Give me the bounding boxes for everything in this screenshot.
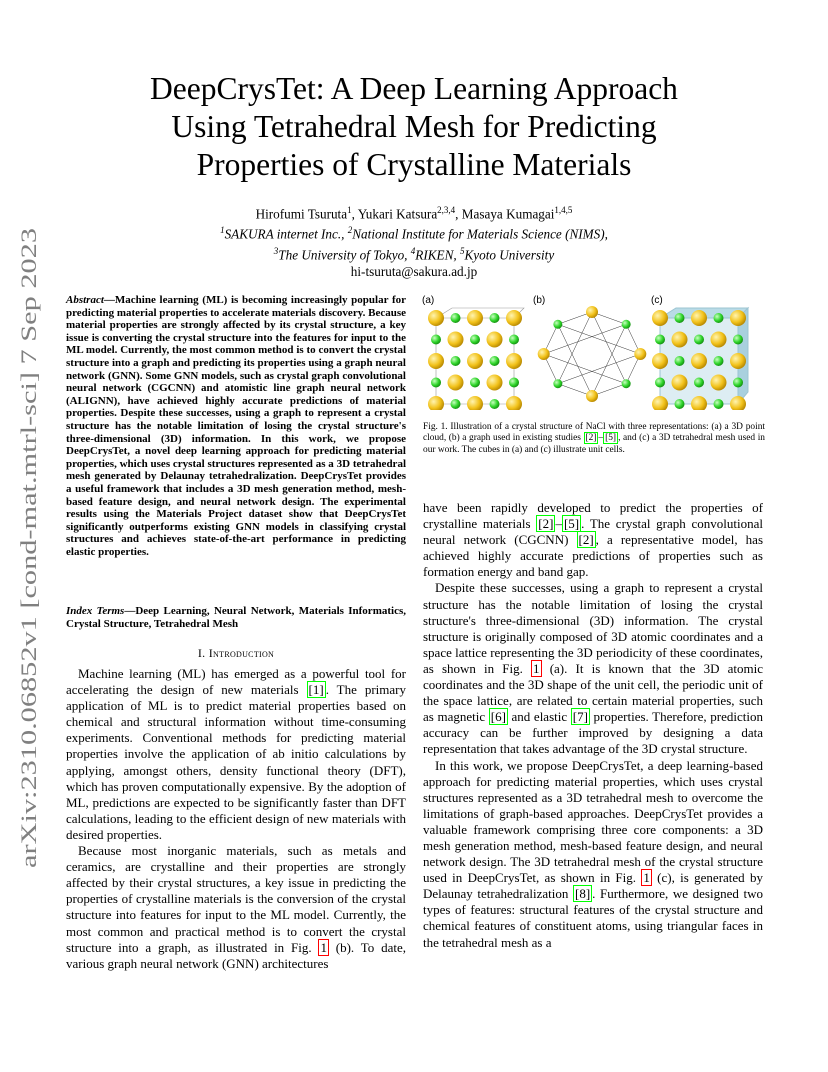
affiliation-line-2: [90, 243, 738, 263]
abstract-label: Abstract: [66, 294, 104, 306]
affil-sup: 4: [410, 245, 416, 256]
chlorine-atom: [448, 375, 464, 391]
index-terms-label: Index Terms: [66, 605, 125, 617]
sodium-atom: [714, 399, 724, 409]
title-line: DeepCrysTet: A Deep Learning Approach: [150, 71, 678, 106]
graph-edge: [558, 324, 592, 396]
citation-link[interactable]: [2]: [538, 516, 554, 532]
affiliation-line-1: [90, 222, 738, 242]
chlorine-atom: [506, 353, 522, 369]
chlorine-atom: [691, 353, 707, 369]
sodium-atom: [490, 356, 500, 366]
figure-link[interactable]: 1: [533, 660, 540, 676]
graph-node: [622, 320, 631, 329]
sodium-atom: [675, 356, 685, 366]
citation-link[interactable]: [6]: [490, 709, 506, 725]
citation-link[interactable]: [5]: [605, 433, 617, 444]
graph-edge: [558, 354, 640, 384]
author-email: hi-tsuruta@sakura.ad.jp: [350, 264, 478, 280]
author-block: [90, 202, 738, 280]
panel-label-a: (a): [422, 295, 435, 306]
sodium-atom: [431, 335, 441, 345]
graph-edge: [592, 312, 626, 384]
panel-label-b: (b): [533, 295, 546, 306]
figure-link[interactable]: 1: [320, 939, 327, 955]
chlorine-atom: [730, 310, 746, 326]
sodium-atom: [451, 313, 461, 323]
chlorine-atom: [652, 353, 668, 369]
paragraph: [423, 580, 763, 757]
graph-node: [622, 379, 631, 388]
title-line: Using Tetrahedral Mesh for Predicting: [171, 109, 657, 144]
text-run: Because most inorganic materials, such as metals and ceramics, are crystalline and their properties are strongly affected by their crystal structures, a key issue in predicting the properties of crystalline materials is the conversion of the crystal structure into features for input to the ML model. Currently, the most common and practical method is to convert the crystal structure into a graph, as illustrated in Fig.: [66, 843, 406, 955]
sodium-atom: [733, 378, 743, 388]
sodium-atom: [694, 378, 704, 388]
author-name: Hirofumi Tsuruta: [255, 206, 348, 222]
affil-sup: 1: [220, 225, 225, 236]
caption-text: , and (c) a 3D tetrahedral mesh used in our work. The cubes in (a) and (c) illustrate unit cells.: [423, 433, 765, 455]
sodium-atom: [490, 399, 500, 409]
author-name: Masaya Kumagai: [461, 206, 555, 222]
graph-node: [586, 390, 598, 402]
figure-1: [420, 292, 765, 410]
text-run: and elastic: [507, 709, 571, 725]
sodium-atom: [431, 378, 441, 388]
right-column-body: [423, 500, 763, 951]
chlorine-atom: [506, 310, 522, 326]
graph-panel: [538, 306, 647, 402]
chlorine-atom: [711, 332, 727, 348]
text-run: . The crystal graph convolutional neural network (CGCNN): [423, 516, 764, 548]
abstract-text: —Machine learning (ML) is becoming increasingly popular for predicting material properties to accelerate materials discovery. Because material properties are strongly affected by its crystal structure, a key issue is converting the crystal structure into the features for input to the ML model. Currently, the most common method is to convert the crystal structure into a graph and predicting its properties using a graph neural network (GNN). Some GNN models, such as crystal graph convolutional neural network (CGCNN) and atomistic line graph neural network (ALIGNN), have achieved highly accurate predictions of material properties. Despite these successes, using a graph to represent a crystal structure has the notable limitation of losing the crystal structure's three-dimensional (3D) information. In this work, we propose DeepCrysTet, a novel deep learning approach for predicting material properties, which uses crystal structures represented as a 3D tetrahedral mesh generated by Delaunay tetrahedralization. DeepCrysTet provides a useful framework that includes a 3D mesh generation method, mesh-based feature design, and neural network design. The experimental results using the Materials Project dataset show that DeepCrysTet significantly outperforms existing GNN models in classifying crystal structures and achieves state-of-the-art performance in predicting elastic properties.: [66, 294, 406, 558]
paragraph: [423, 500, 763, 580]
citation-link[interactable]: [5]: [563, 516, 580, 532]
index-terms-text: —Deep Learning, Neural Network, Materials Informatics, Crystal Structure, Tetrahedral Mesh: [66, 605, 406, 630]
sodium-atom: [655, 335, 665, 345]
author-sup: 1: [347, 205, 352, 215]
graph-edge: [558, 324, 640, 354]
text-run: , a representative model, has achieved highly accurate predictions of properties such as formation energy and band gap.: [423, 532, 763, 580]
graph-edge: [558, 312, 592, 384]
graph-edge: [544, 354, 626, 384]
sodium-atom: [714, 356, 724, 366]
point-cloud-panel: [428, 308, 524, 410]
affil-text: The University of Tokyo,: [278, 247, 411, 263]
chlorine-atom: [652, 310, 668, 326]
caption-text: –: [598, 433, 604, 444]
graph-node: [553, 379, 562, 388]
chlorine-atom: [672, 375, 688, 391]
sodium-atom: [675, 313, 685, 323]
sodium-atom: [733, 335, 743, 345]
text-run: (a). It is known that the 3D atomic coordinates and the 3D shape of the unit cell, the periodic unit of the space lattice, are related to certain material properties, such as magnetic: [423, 660, 763, 725]
chlorine-atom: [506, 396, 522, 410]
chlorine-atom: [428, 353, 444, 369]
citation-link[interactable]: [2]: [585, 433, 597, 444]
sodium-atom: [714, 313, 724, 323]
affil-sup: 5: [459, 245, 465, 256]
chlorine-atom: [487, 332, 503, 348]
chlorine-atom: [467, 353, 483, 369]
graph-node: [538, 348, 550, 360]
citation-link[interactable]: [7]: [572, 709, 588, 725]
author-sup: 1,4,5: [554, 205, 573, 215]
sodium-atom: [509, 378, 519, 388]
text-run: (c), is generated by Delaunay tetrahedralization: [423, 870, 764, 902]
citation-link[interactable]: [1]: [308, 682, 324, 698]
chlorine-atom: [448, 332, 464, 348]
figure-link[interactable]: 1: [643, 870, 650, 886]
chlorine-atom: [691, 310, 707, 326]
text-run: Machine learning (ML) has emerged as a powerful tool for accelerating the design of new materials: [66, 666, 406, 698]
chlorine-atom: [487, 375, 503, 391]
paper-title: [90, 70, 738, 184]
text-run: Despite these successes, using a graph to represent a crystal structure has the notable limitation of losing the crystal structure's three-dimensional (3D) information. The crystal structure is originally composed of 3D atomic coordinates and a space lattice representing the 3D periodicity of these coordinates, as shown in Fig.: [423, 580, 763, 676]
index-terms: [66, 605, 406, 630]
arxiv-stamp: [6, 220, 46, 870]
graph-edge: [544, 324, 626, 354]
text-run: (b). To date, various graph neural network (GNN) architectures: [66, 939, 407, 971]
graph-node: [634, 348, 646, 360]
figure-caption: [423, 422, 765, 456]
author-name: Yukari Katsura: [357, 206, 438, 222]
affil-sup: 3: [273, 245, 279, 256]
graph-node: [553, 320, 562, 329]
graph-node: [586, 306, 598, 318]
text-run: . The primary application of ML is to predict material properties based on chemical and structural information without time-consuming experiments. Conventional methods for predicting material properties involve the application of ab initio calculations by applying, amongst others, density functional theory (DFT), which has proven computationally expensive. By the adoption of ML, predictions are expected to be significantly faster than DFT calculations, leading to the efficient design of new materials with desired properties.: [66, 682, 406, 842]
sodium-atom: [694, 335, 704, 345]
text-run: –: [555, 516, 562, 532]
affil-text: National Institute for Materials Science (NIMS),: [352, 226, 608, 242]
sodium-atom: [470, 378, 480, 388]
panel-label-c: (c): [651, 295, 663, 306]
text-run: have been rapidly developed to predict the properties of crystalline materials: [423, 500, 763, 532]
sodium-atom: [470, 335, 480, 345]
author-sup: 2,3,4: [437, 205, 456, 215]
affil-text: RIKEN,: [415, 247, 460, 263]
chlorine-atom: [672, 332, 688, 348]
chlorine-atom: [730, 353, 746, 369]
text-run: . Furthermore, we designed two types of features: structural features of the crystal structure and chemical features of constituent atoms, using triangular faces in the tetrahedral mesh as a: [423, 886, 763, 950]
paragraph: [66, 666, 406, 843]
text-run: In this work, we propose DeepCrysTet, a deep learning-based approach for predicting material properties, which uses crystal structures represented as a 3D tetrahedral mesh to overcome the limitations of graph-based approaches. DeepCrysTet provides a valuable framework comprising three core components: a 3D mesh generation method, mesh-based feature design, and neural network design. The 3D tetrahedral mesh of the crystal structure used in DeepCrysTet, as shown in Fig.: [423, 757, 763, 886]
chlorine-atom: [428, 310, 444, 326]
paragraph: [423, 758, 763, 951]
chlorine-atom: [711, 375, 727, 391]
affil-sup: 2: [347, 225, 353, 236]
citation-link[interactable]: [8]: [575, 886, 591, 902]
paragraph: [66, 843, 406, 972]
abstract: [66, 294, 406, 558]
chlorine-atom: [467, 310, 483, 326]
text-run: properties. Therefore, prediction accuracy can be further improved by designing a data representation that takes advantage of the 3D crystal structure.: [423, 709, 763, 757]
sodium-atom: [451, 356, 461, 366]
sodium-atom: [509, 335, 519, 345]
title-line: Properties of Crystalline Materials: [196, 147, 632, 182]
sodium-atom: [451, 399, 461, 409]
sodium-atom: [675, 399, 685, 409]
tetrahedral-mesh-panel: [652, 308, 748, 410]
chlorine-atom: [428, 396, 444, 410]
graph-edge: [592, 324, 626, 396]
caption-text: Fig. 1. Illustration of a crystal structure of NaCl with three representations: (a) a 3D point cloud, (b) a graph used in existing studies: [423, 422, 765, 444]
arxiv-id: arXiv:2310.06852v1 [cond-mat.mtrl-sci] 7 Sep 2023: [16, 403, 41, 868]
author-names: Hirofumi Tsuruta$^1$, Yukari Katsura$^{2,3,4}$, Masaya Kumagai$^{1,4,5}$: [255, 205, 573, 222]
left-column-body: [66, 666, 406, 972]
citation-link[interactable]: [2]: [578, 532, 594, 548]
section-heading: I. Introduction: [197, 646, 275, 660]
chlorine-atom: [467, 396, 483, 410]
sodium-atom: [655, 378, 665, 388]
affil-text: SAKURA internet Inc.,: [224, 226, 348, 242]
sodium-atom: [490, 313, 500, 323]
affil-text: Kyoto University: [464, 247, 555, 263]
